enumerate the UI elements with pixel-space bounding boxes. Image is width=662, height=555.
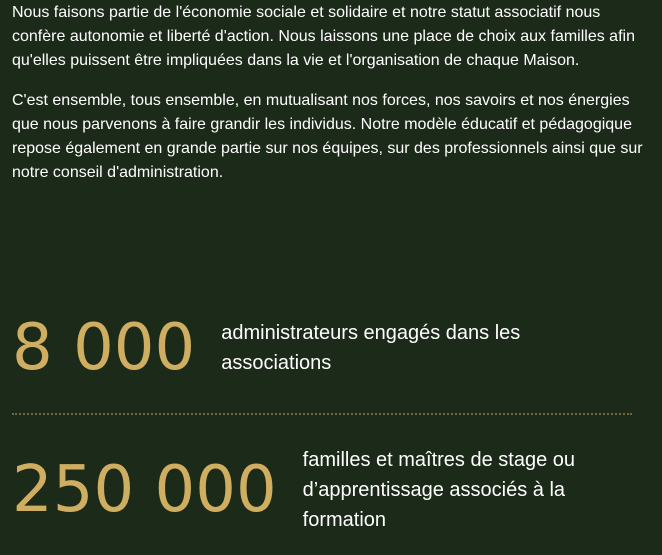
- stat-number: 8 000: [12, 311, 196, 385]
- intro-paragraph-2: C'est ensemble, tous ensemble, en mutualisant nos forces, nos savoirs et nos énergies que nous parvenons à faire grandir les individus. Notre modèle éducatif et pédagogique repose également en grande partie sur nos équipes, sur des professionnels ainsi que sur notre conseil d'administration.: [12, 92, 643, 181]
- stat-label: administrateurs engagés dans les associations: [221, 322, 521, 374]
- stat-administrators: [12, 311, 551, 385]
- stat-label: familles et maîtres de stage ou d’apprentissage associés à la formation: [302, 449, 576, 531]
- stat-families: [12, 445, 603, 535]
- dotted-divider: [12, 413, 632, 415]
- intro-paragraph-1: Nous faisons partie de l'économie sociale et solidaire et notre statut associatif nous confère autonomie et liberté d'action. Nous laissons une place de choix aux familles afin qu'elles puissent être impliquées dans la vie et l'organisation de chaque Maison.: [12, 4, 635, 69]
- intro-section: [12, 1, 652, 185]
- stat-number: 250 000: [12, 453, 277, 527]
